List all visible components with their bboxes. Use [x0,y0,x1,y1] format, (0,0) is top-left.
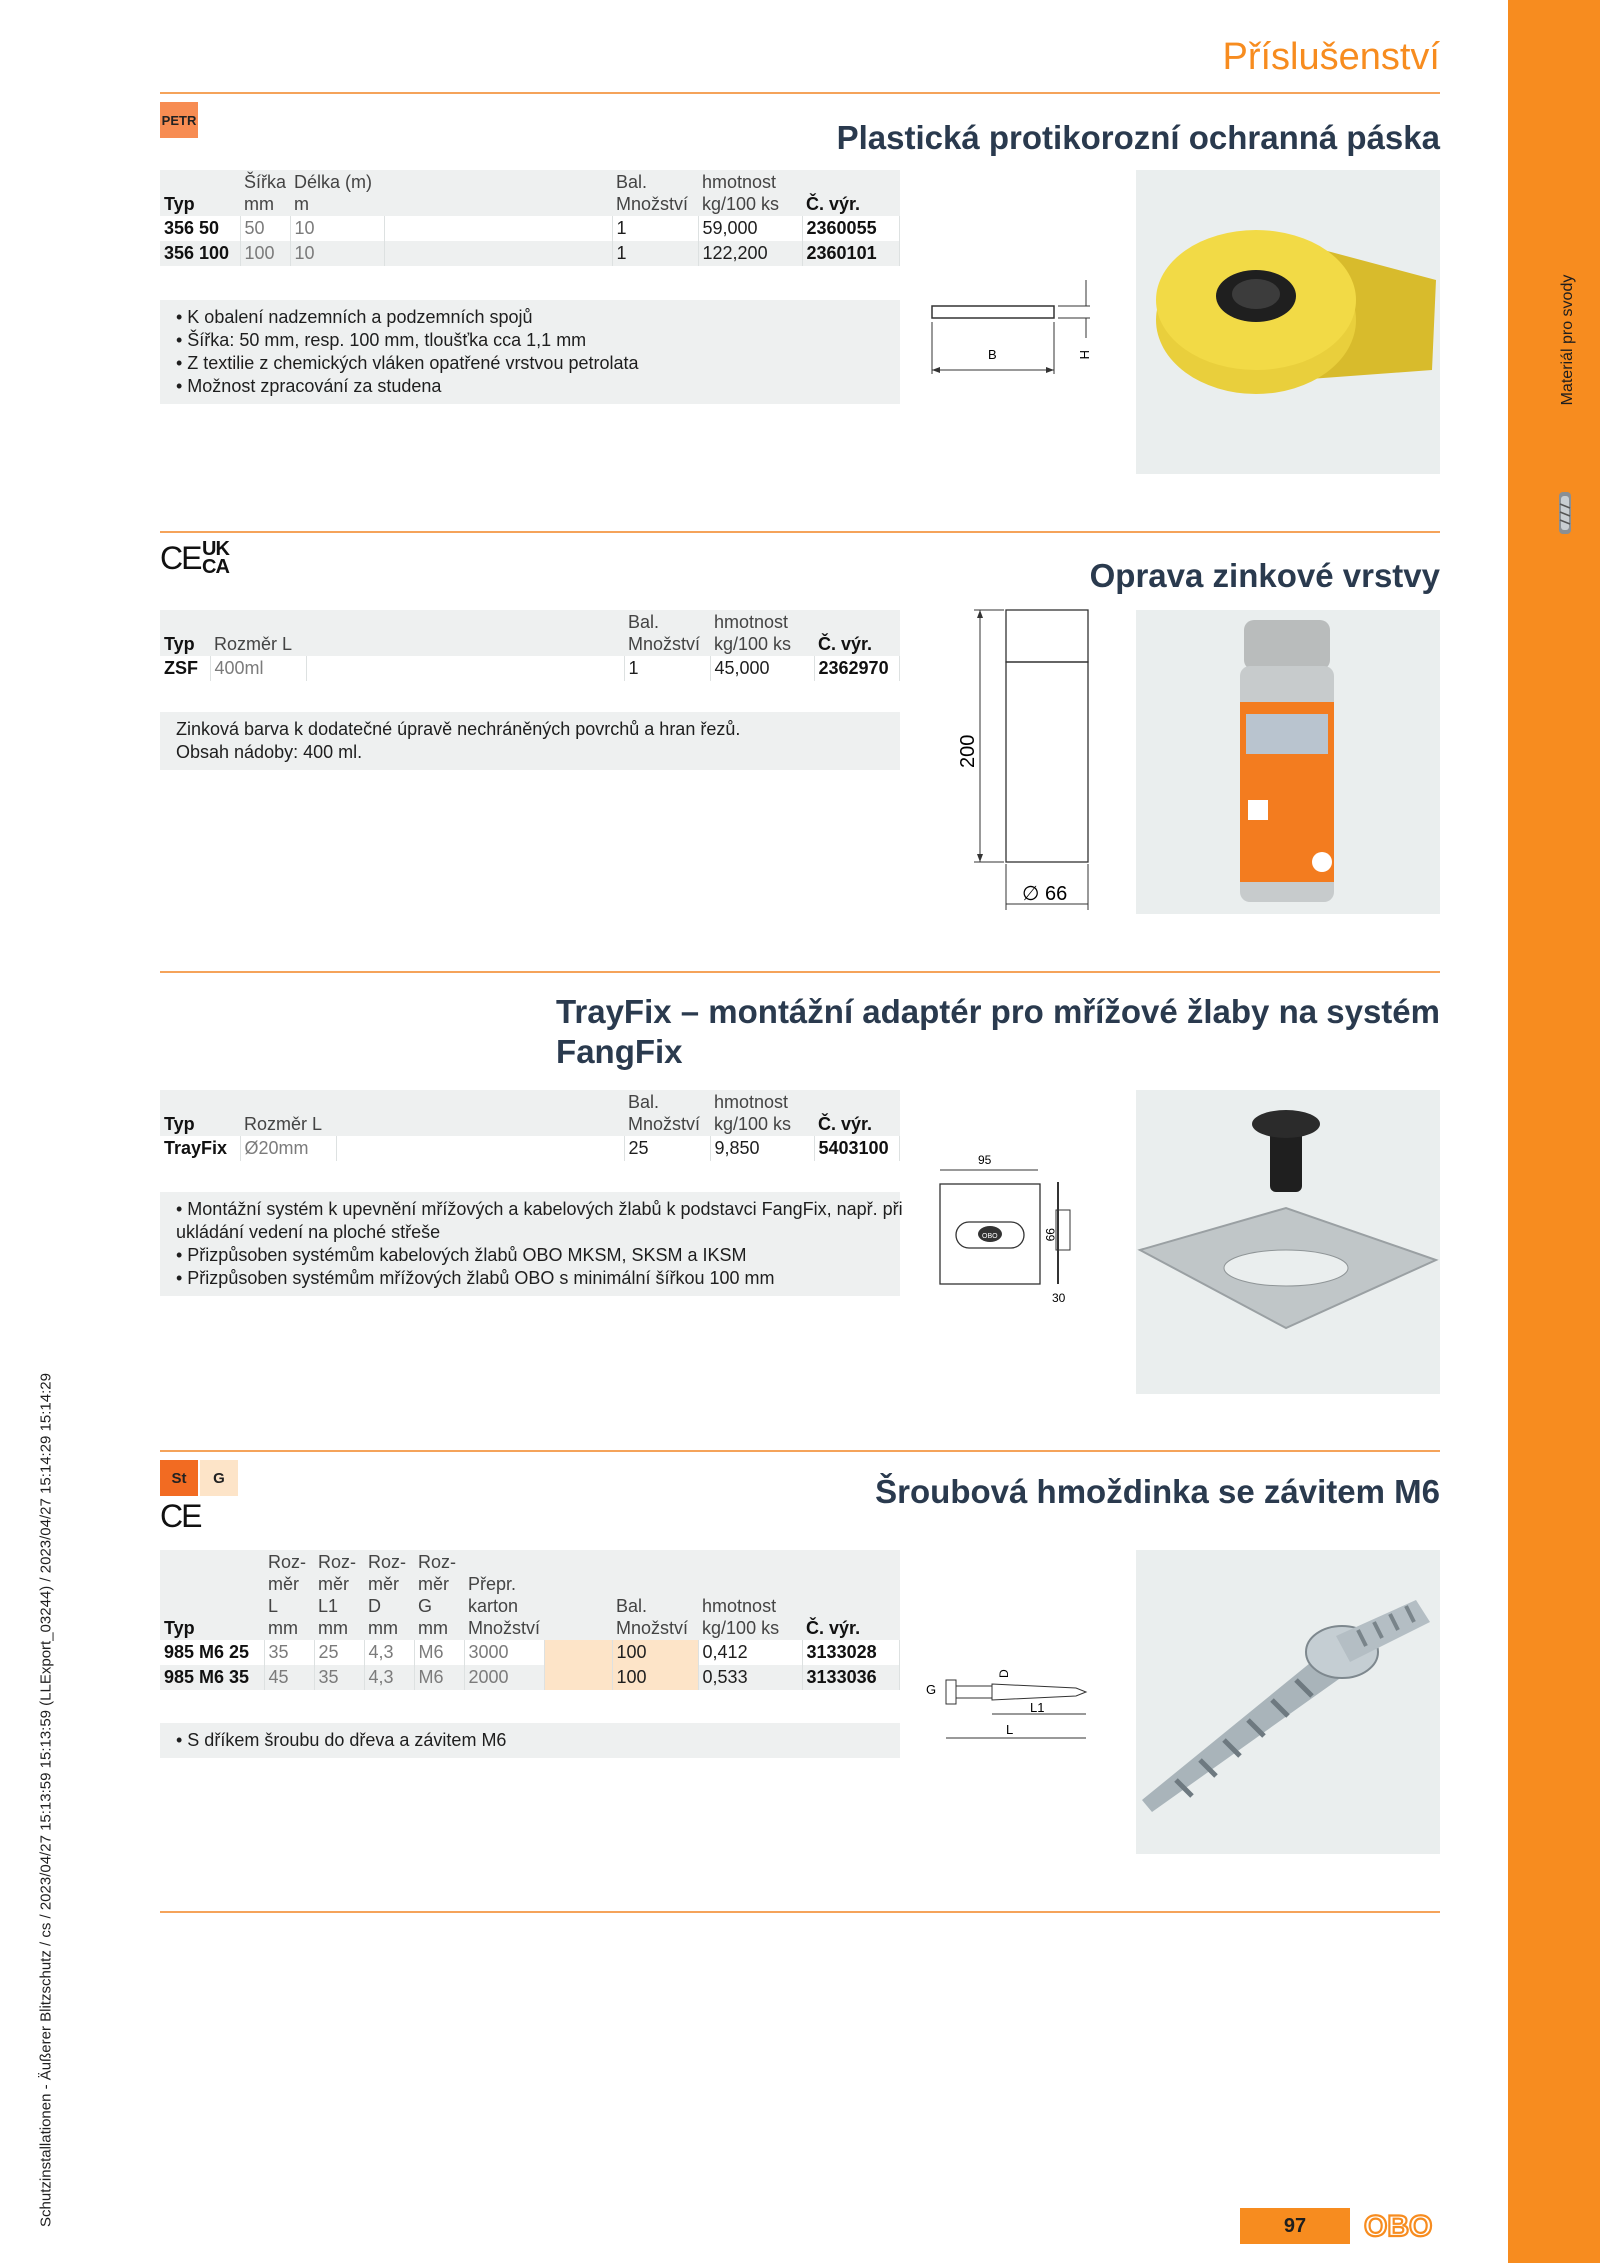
svg-text:L: L [1006,1722,1014,1737]
table-row: 356 100 100 10 1 122,200 2360101 [160,241,900,266]
col-rozmer: Rozměr L [210,610,306,656]
svg-text:D: D [997,1669,1011,1678]
svg-text:OBO: OBO [1364,2210,1433,2243]
product-title: TrayFix – montážní adaptér pro mřížové žlaby na systém FangFix [556,993,1440,1070]
product-title: Oprava zinkové vrstvy [1089,557,1440,594]
page-title: Příslušenství [1222,36,1440,78]
table-row: ZSF 400ml 1 45,000 2362970 [160,656,900,681]
print-metadata: Schutzinstallationen - Äußerer Blitzschutz / cs / 2023/04/27 15:13:59 15:13:59 (LLExport_03244) / 2023/04/27 15:14:29 15:14:29 [37,1373,55,2227]
ce-mark: CE [160,540,201,576]
col-sirka: Šířka mm [240,170,290,216]
product-photo-screw [1136,1550,1440,1854]
chapter-icon [1556,490,1574,536]
product-description: • S dříkem šroubu do dřeva a závitem M6 [160,1723,900,1758]
ce-mark: CE [160,1498,201,1534]
divider [160,531,1440,533]
material-badge-petr: PETR [160,102,198,138]
svg-text:B: B [988,347,997,362]
svg-text:L1: L1 [1030,1700,1045,1715]
table-row: 356 50 50 10 1 59,000 2360055 [160,216,900,241]
product-section-screw [160,1458,1440,1898]
col-bal: Bal. Množství [612,170,698,216]
divider [160,971,1440,973]
svg-text:95: 95 [978,1153,992,1167]
obo-logo-icon [1362,2205,1442,2245]
sidebar-chapter-label: Materiál pro svody [1559,274,1576,406]
ukca-mark: UK CA [202,538,229,578]
product-photo-tape [1136,170,1440,474]
table-row: 985 M6 25 35 25 4,3 M6 3000 100 0,412 3133028 [160,1640,900,1665]
svg-text:30: 30 [1052,1291,1066,1305]
col-cislo: Č. výr. [802,170,899,216]
product-title: Plastická protikorozní ochranná páska [836,119,1440,156]
product-table [160,170,900,266]
product-title: Šroubová hmoždinka se závitem M6 [875,1473,1440,1510]
col-hmotnost: hmotnost kg/100 ks [698,170,802,216]
product-description: • K obalení nadzemních a podzemních spojů • Šířka: 50 mm, resp. 100 mm, tloušťka cca 1,1 mm • Z textilie z chemických vláken opatřené vrstvou petrolata • Možnost zpracování za studena [160,300,900,404]
svg-text:G: G [926,1682,937,1697]
svg-text:H: H [1077,350,1092,360]
page-number: 97 [1240,2208,1350,2244]
svg-text:OBO: OBO [982,1233,998,1240]
svg-text:99: 99 [1043,1228,1057,1242]
product-table: Typ Rozměr L Bal. Množství hmotnost kg/100 ks Č. výr. ZSF 400ml 1 45,000 2362970 [160,610,900,681]
screw-dimension-drawing [926,1658,1146,1768]
material-badge-st: St [160,1460,198,1496]
side-color-bar [1508,0,1600,2263]
col-empty [384,170,612,216]
product-section-trayfix [160,980,1440,1400]
material-badge-g: G [200,1460,238,1496]
product-table: Typ Rozměr L Bal. Množství hmotnost kg/100 ks Č. výr. TrayFix Ø20mm 25 9,850 5403100 [160,1090,900,1161]
col-delka: Délka (m) m [290,170,384,216]
product-section-tape [160,100,1440,480]
product-section-zinc-spray [160,540,1440,930]
product-description: • Montážní systém k upevnění mřížových a kabelových žlabů k podstavci FangFix, např. při ukládání vedení na ploché střeše • Přizpůsoben systémům kabelových žlabů OBO MKSM, SKSM a IKSM • Přizpůsoben systémům mřížových žlabů OBO s minimální šířkou 100 mm [160,1192,900,1296]
divider [160,92,1440,94]
product-photo-spray [1136,610,1440,914]
product-description: Zinková barva k dodatečné úpravě nechráněných povrchů a hran řezů. Obsah nádoby: 400 ml. [160,712,900,770]
svg-text:∅ 66: ∅ 66 [1022,883,1068,905]
product-table: Typ Roz- měr L mm Roz- měr L1 mm Roz- měr D mm Roz- měr G mm Přepr. karton Množství Bal. Množství hmotnost kg/100 ks Č. výr. 985 M6 25 35 25 4,3 M6 3000 100 0,412 3133028 985 M6 35 45 35 4,3 M6 2000 100 0,533 3133036 [160,1550,900,1690]
table-row: 985 M6 35 45 35 4,3 M6 2000 100 0,533 3133036 [160,1665,900,1690]
divider [160,1911,1440,1913]
spray-dimension-drawing [946,608,1126,926]
product-photo-trayfix [1136,1090,1440,1394]
trayfix-dimension-drawing [930,1150,1130,1320]
col-typ: Typ [160,170,240,216]
svg-text:200: 200 [957,734,979,768]
tape-dimension-drawing [930,270,1130,380]
divider [160,1450,1440,1452]
table-row: TrayFix Ø20mm 25 9,850 5403100 [160,1136,900,1161]
